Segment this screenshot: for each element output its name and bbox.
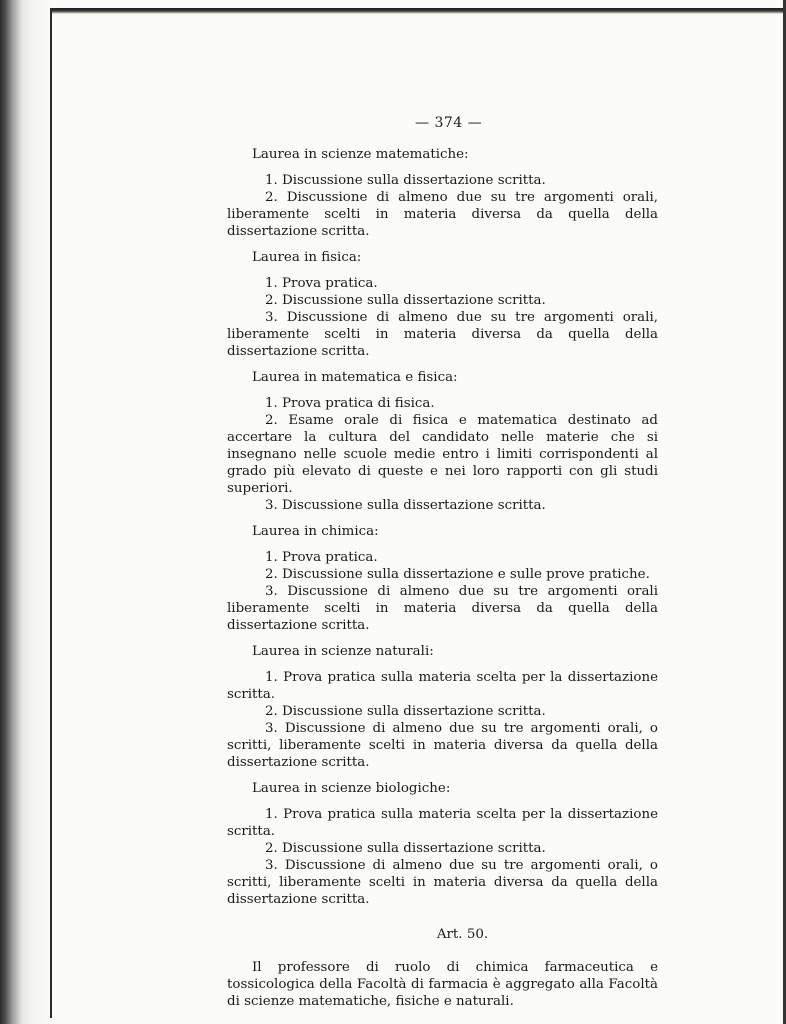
section-scienze-matematiche [227, 146, 658, 240]
list-item: 1. Discussione sulla dissertazione scritta. [265, 173, 546, 188]
list-item: 2. Esame orale di fisica e matematica destinato ad accertare la cultura del candidato nelle materie che si insegnano nelle scuole medie entro i limiti corrispondenti al grado più elevato di queste e nei loro rapporti con gli studi superiori. [227, 413, 658, 496]
page-top-edge [52, 8, 786, 14]
section-heading: Laurea in fisica: [252, 250, 362, 265]
article-title: Art. 50. [436, 927, 489, 942]
section-heading: Laurea in matematica e fisica: [252, 370, 458, 385]
section-heading: Laurea in chimica: [252, 524, 379, 539]
list-item: 1. Prova pratica sulla materia scelta per la dissertazione scritta. [227, 807, 658, 839]
section-scienze-naturali [227, 643, 658, 771]
list-item: 2. Discussione di almeno due su tre argomenti orali, liberamente scelti in materia diversa da quella della dissertazione scritta. [227, 190, 658, 239]
list-item: 3. Discussione sulla dissertazione scritta. [265, 498, 546, 513]
list-item: 1. Prova pratica sulla materia scelta per la dissertazione scritta. [227, 670, 658, 702]
section-scienze-biologiche [227, 780, 658, 908]
list-item: 1. Prova pratica. [265, 550, 378, 565]
list-item: 2. Discussione sulla dissertazione scritta. [265, 841, 546, 856]
section-heading: Laurea in scienze biologiche: [252, 781, 451, 796]
page-number: — 374 — [415, 115, 483, 131]
section-heading: Laurea in scienze naturali: [252, 644, 434, 659]
list-item: 3. Discussione di almeno due su tre argomenti orali liberamente scelti in materia diversa da quella della dissertazione scritta. [227, 584, 658, 633]
section-heading: Laurea in scienze matematiche: [252, 147, 469, 162]
book-binding [0, 0, 54, 1024]
page-left-edge [50, 8, 52, 1018]
section-fisica [227, 249, 658, 360]
section-matematica-e-fisica [227, 369, 658, 514]
list-item: 2. Discussione sulla dissertazione scritta. [265, 704, 546, 719]
list-item: 3. Discussione di almeno due su tre argomenti orali, o scritti, liberamente scelti in materia diversa da quella della dissertazione scritta. [227, 858, 658, 907]
page-body [227, 146, 658, 1010]
list-item: 1. Prova pratica. [265, 276, 378, 291]
list-item: 3. Discussione di almeno due su tre argomenti orali, liberamente scelti in materia diversa da quella della dissertazione scritta. [227, 310, 658, 359]
list-item: 2. Discussione sulla dissertazione scritta. [265, 293, 546, 308]
section-chimica [227, 523, 658, 634]
list-item: 1. Prova pratica di fisica. [265, 396, 435, 411]
list-item: 3. Discussione di almeno due su tre argomenti orali, o scritti, liberamente scelti in materia diversa da quella della dissertazione scritta. [227, 721, 658, 770]
article-body: Il professore di ruolo di chimica farmaceutica e tossicologica della Facoltà di farmacia è aggregato alla Facoltà di scienze matematiche, fisiche e naturali. [227, 960, 658, 1009]
list-item: 2. Discussione sulla dissertazione e sulle prove pratiche. [265, 567, 650, 582]
